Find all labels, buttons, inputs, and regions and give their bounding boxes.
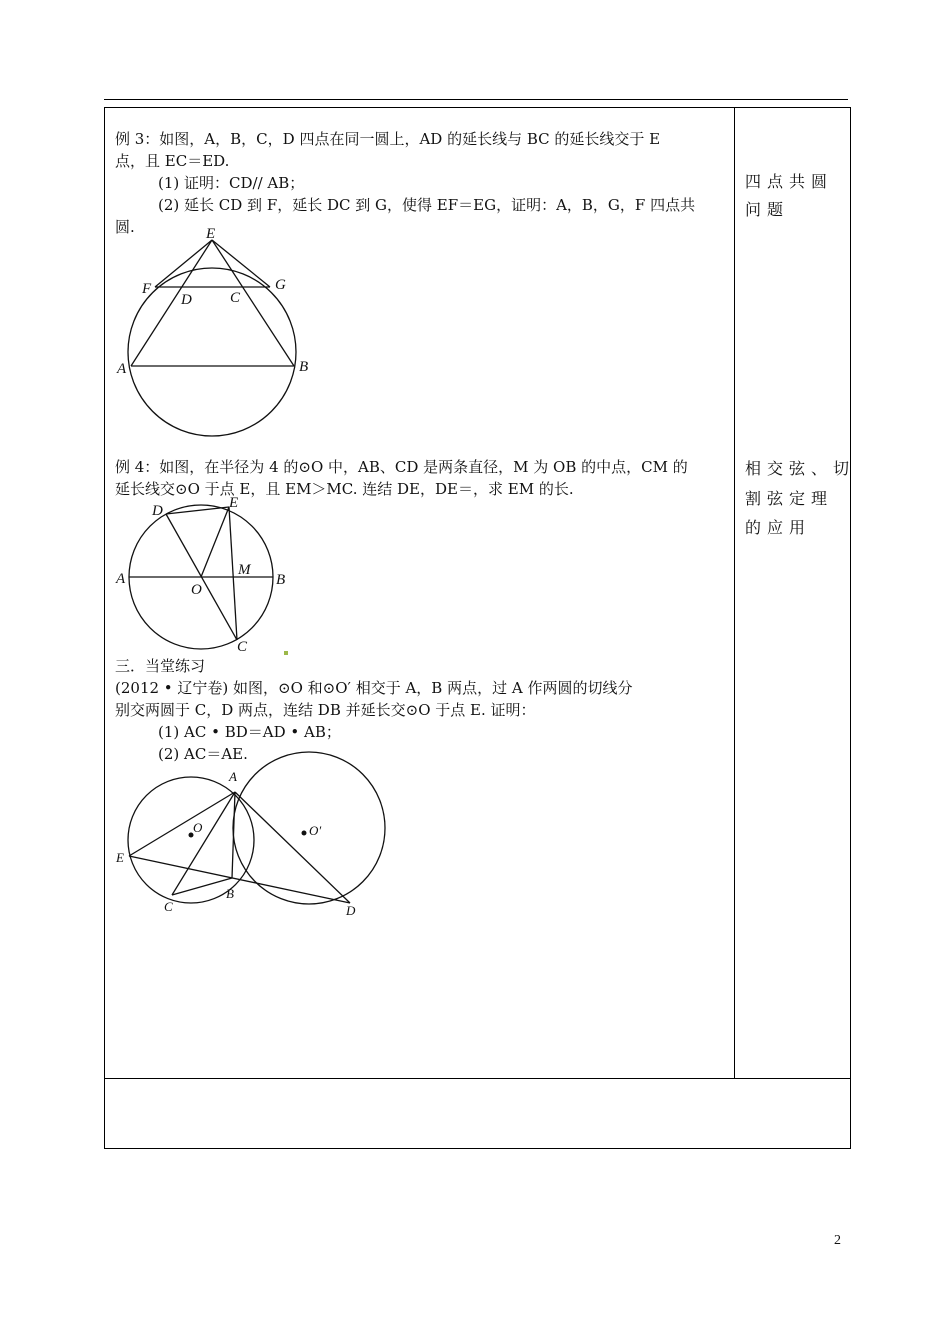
ex3-line2: 点，且 EC＝ED. — [115, 152, 230, 170]
side-topic-1-line1: 四点共圆 — [745, 172, 834, 191]
practice-label-O-prime: O′ — [309, 823, 322, 838]
page-number: 2 — [834, 1233, 841, 1248]
ex3-label-A: A — [117, 361, 127, 377]
ex3-label-C: C — [230, 290, 241, 306]
practice-label-A: A — [229, 769, 237, 784]
side-topic-2-line3: 的应用 — [745, 518, 812, 537]
ex3-line5: 圆. — [115, 218, 135, 236]
practice-label-C: C — [164, 899, 173, 914]
practice-line1: (2012 • 辽宁卷) 如图，⊙O 和⊙O′ 相交于 A，B 两点，过 A 作两圆的切线分 — [115, 679, 633, 697]
ex4-label-E: E — [229, 495, 239, 511]
ex4-label-B: B — [276, 572, 286, 588]
center-O-prime-dot — [302, 831, 307, 836]
practice-line4: (2) AC＝AE. — [158, 745, 248, 763]
ex4-line1: 例 4：如图，在半径为 4 的⊙O 中，AB、CD 是两条直径，M 为 OB 的中点，CM 的 — [115, 458, 688, 476]
ex4-line2: 延长线交⊙O 于点 E，且 EM＞MC. 连结 DE，DE＝，求 EM 的长. — [115, 480, 574, 498]
practice-line3: (1) AC • BD＝AD • AB； — [158, 723, 341, 741]
ex4-label-D: D — [152, 503, 163, 519]
side-topic-1-line2: 问题 — [745, 200, 790, 219]
ex3-label-G: G — [275, 277, 286, 293]
practice-label-E: E — [116, 850, 124, 865]
ex3-label-E: E — [206, 226, 216, 242]
ex3-line3: (1) 证明：CD// AB； — [158, 174, 305, 192]
ex4-label-M: M — [238, 562, 251, 578]
ex4-label-O: O — [191, 582, 202, 598]
side-topic-2-line2: 割弦定理 — [745, 489, 834, 508]
ex3-label-D: D — [181, 292, 192, 308]
stray-mark — [284, 651, 288, 655]
practice-label-O: O — [193, 820, 203, 835]
practice-label-B: B — [226, 886, 234, 901]
practice-heading: 三．当堂练习 — [115, 657, 206, 675]
side-topic-2-line1: 相交弦、切 — [745, 459, 856, 478]
ex3-label-F: F — [142, 281, 152, 297]
practice-line2: 别交两圆于 C，D 两点，连结 DB 并延长交⊙O 于点 E. 证明： — [115, 701, 536, 719]
ex4-label-C: C — [237, 639, 248, 655]
ex3-line1: 例 3：如图，A，B，C，D 四点在同一圆上，AD 的延长线与 BC 的延长线交于 E — [115, 130, 661, 148]
ex3-label-B: B — [299, 359, 309, 375]
ex4-label-A: A — [116, 571, 126, 587]
ex3-line4: (2) 延长 CD 到 F，延长 DC 到 G，使得 EF＝EG，证明：A，B，G，F 四点共 — [158, 196, 696, 214]
practice-label-D: D — [346, 903, 356, 918]
